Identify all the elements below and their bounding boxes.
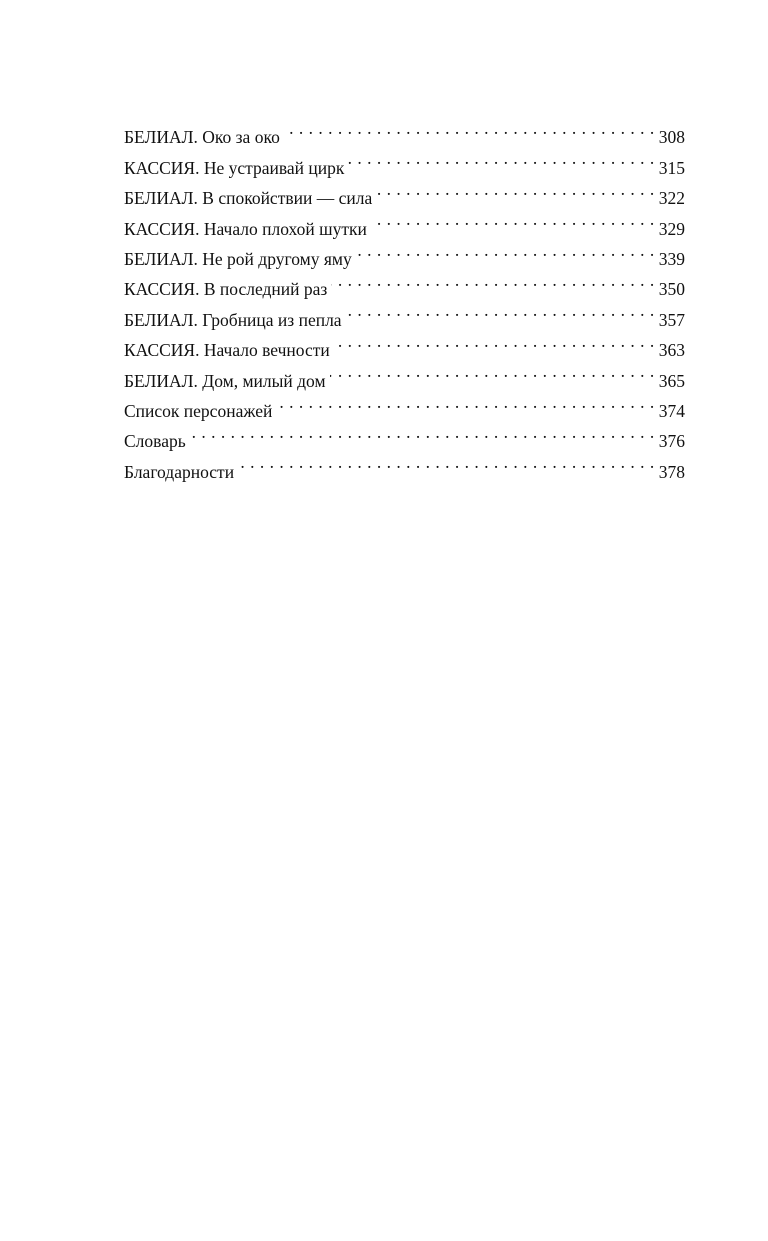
toc-entry-page-number: 329: [658, 218, 685, 239]
toc-entry[interactable]: [124, 113, 685, 148]
toc-entry-title: Список персонажей: [124, 400, 273, 421]
toc-dot-leader: [371, 204, 655, 234]
toc-entry-title: БЕЛИАЛ. Гробница из пепла: [124, 309, 342, 330]
toc-dot-leader: [190, 417, 655, 447]
toc-entry-page-number: 365: [658, 370, 685, 391]
toc-entry-page-number: 350: [658, 279, 685, 300]
toc-entry-page-number: 374: [658, 400, 685, 421]
toc-entry-title: Словарь: [124, 431, 186, 452]
toc-dot-leader: [330, 356, 655, 386]
toc-dot-leader: [331, 265, 654, 295]
toc-entry-title: КАССИЯ. В последний раз: [124, 279, 328, 300]
toc-entry-title: БЕЛИАЛ. Око за око: [124, 127, 280, 148]
toc-entry-title: КАССИЯ. Начало вечности: [124, 340, 330, 361]
toc-entry-page-number: 339: [658, 248, 685, 269]
toc-entry-title: Благодарности: [124, 461, 235, 482]
toc-entry-page-number: 322: [658, 188, 685, 209]
toc-entry-page-number: 308: [658, 127, 685, 148]
toc-entry[interactable]: [124, 417, 685, 452]
toc-entry-page-number: 363: [658, 340, 685, 361]
toc-entry-page-number: 378: [658, 461, 685, 482]
toc-entry-page-number: 376: [658, 431, 685, 452]
toc-dot-leader: [346, 295, 655, 325]
toc-entry-title: БЕЛИАЛ. В спокойствии — сила: [124, 188, 373, 209]
toc-dot-leader: [348, 143, 654, 173]
toc-dot-leader: [284, 113, 655, 143]
table-of-contents: [124, 113, 685, 482]
toc-entry-page-number: 315: [658, 157, 685, 178]
toc-dot-leader: [334, 326, 655, 356]
toc-dot-leader: [356, 235, 655, 265]
toc-dot-leader: [276, 387, 654, 417]
toc-entry-title: БЕЛИАЛ. Не рой другому яму: [124, 248, 352, 269]
toc-dot-leader: [376, 174, 655, 204]
toc-entry-title: КАССИЯ. Начало плохой шутки: [124, 218, 367, 239]
toc-entry-page-number: 357: [658, 309, 685, 330]
toc-dot-leader: [238, 447, 655, 477]
toc-entry-title: КАССИЯ. Не устраивай цирк: [124, 157, 345, 178]
toc-entry-title: БЕЛИАЛ. Дом, милый дом: [124, 370, 326, 391]
toc-entry[interactable]: [124, 447, 685, 482]
